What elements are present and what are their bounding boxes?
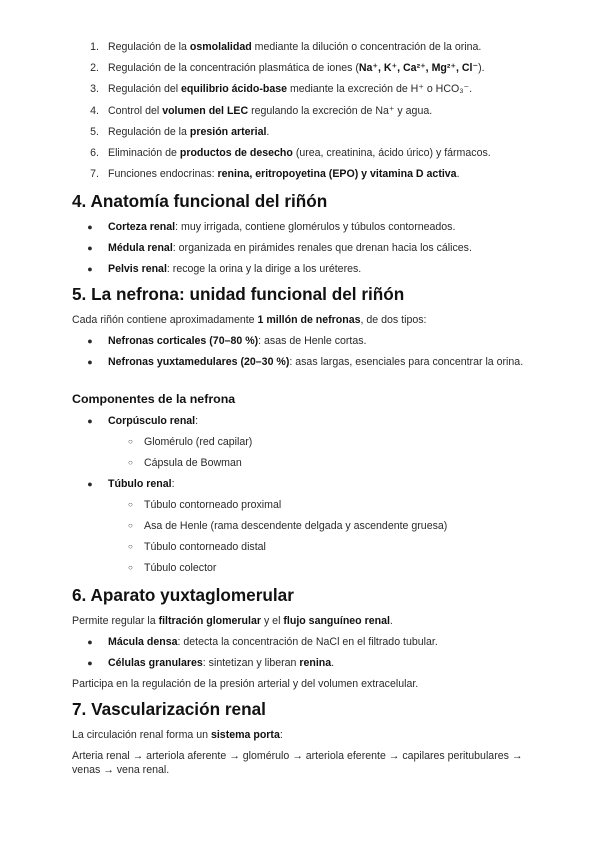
- list-item: 2. Regulación de la concentración plasmática de iones (Na⁺, K⁺, Ca²⁺, Mg²⁺, Cl⁻).: [90, 62, 485, 75]
- vasc-path: Arteria renal → arteriola aferente → glomérulo → arteriola eferente → capilares peritubulares → venas → vena renal.: [72, 750, 523, 776]
- list-item: 3. Regulación del equilibrio ácido-base mediante la excreción de H⁺ o HCO₃⁻.: [90, 83, 473, 96]
- list-item: ○ Asa de Henle (rama descendente delgada y ascendente gruesa): [128, 520, 448, 533]
- list-item: 6. Eliminación de productos de desecho (urea, creatinina, ácido úrico) y fármacos.: [90, 146, 491, 159]
- section-heading-nephron: 5. La nefrona: unidad funcional del riñón: [72, 284, 405, 304]
- section-heading-anatomy: 4. Anatomía funcional del riñón: [72, 191, 328, 211]
- list-item: ○ Túbulo contorneado distal: [128, 541, 266, 554]
- nephron-types-list: [72, 334, 527, 376]
- list-item: ● Nefronas yuxtamedulares (20–30 %): asas largas, esenciales para concentrar la orina.: [87, 356, 524, 368]
- corpuscle-list: [72, 414, 527, 435]
- jga-intro: Permite regular la filtración glomerular y el flujo sanguíneo renal.: [72, 615, 393, 627]
- section-heading-vascularization: 7. Vascularización renal: [72, 699, 266, 719]
- list-item: ● Mácula densa: detecta la concentración de NaCl en el filtrado tubular.: [87, 636, 438, 648]
- list-item: 5. Regulación de la presión arterial.: [90, 125, 270, 138]
- list-item: ○ Túbulo colector: [128, 562, 217, 575]
- jga-list: [72, 635, 527, 677]
- tubule-list: [72, 477, 527, 498]
- list-item: ○ Túbulo contorneado proximal: [128, 499, 282, 511]
- anatomy-list: [72, 220, 527, 283]
- renal-functions-list: [72, 40, 542, 188]
- list-item: ● Corpúsculo renal:: [87, 415, 199, 427]
- tubule-parts: [128, 498, 447, 582]
- vasc-intro: La circulación renal forma un sistema porta:: [72, 729, 283, 741]
- section-heading-jga: 6. Aparato yuxtaglomerular: [72, 585, 294, 605]
- jga-outro: Participa en la regulación de la presión arterial y del volumen extracelular.: [72, 678, 419, 690]
- list-item: ○ Cápsula de Bowman: [128, 457, 242, 470]
- list-item: ● Túbulo renal:: [87, 478, 175, 490]
- list-item: ● Corteza renal: muy irrigada, contiene glomérulos y túbulos contorneados.: [87, 221, 456, 233]
- list-item: ● Células granulares: sintetizan y liberan renina.: [87, 657, 335, 669]
- list-item: 1. Regulación de la osmolalidad mediante la dilución o concentración de la orina.: [90, 41, 482, 53]
- list-item: ● Nefronas corticales (70–80 %): asas de Henle cortas.: [87, 335, 367, 347]
- nephron-intro: Cada riñón contiene aproximadamente 1 millón de nefronas, de dos tipos:: [72, 314, 427, 326]
- list-item: ● Médula renal: organizada en pirámides renales que drenan hacia los cálices.: [87, 242, 472, 254]
- list-item: ○ Glomérulo (red capilar): [128, 436, 253, 448]
- list-item: ● Pelvis renal: recoge la orina y la dirige a los uréteres.: [87, 263, 362, 275]
- corpuscle-parts: [128, 435, 252, 477]
- list-item: 4. Control del volumen del LEC regulando la excreción de Na⁺ y agua.: [90, 104, 433, 117]
- subheading-components: Componentes de la nefrona: [72, 392, 236, 406]
- list-item: 7. Funciones endocrinas: renina, eritropoyetina (EPO) y vitamina D activa.: [90, 168, 460, 181]
